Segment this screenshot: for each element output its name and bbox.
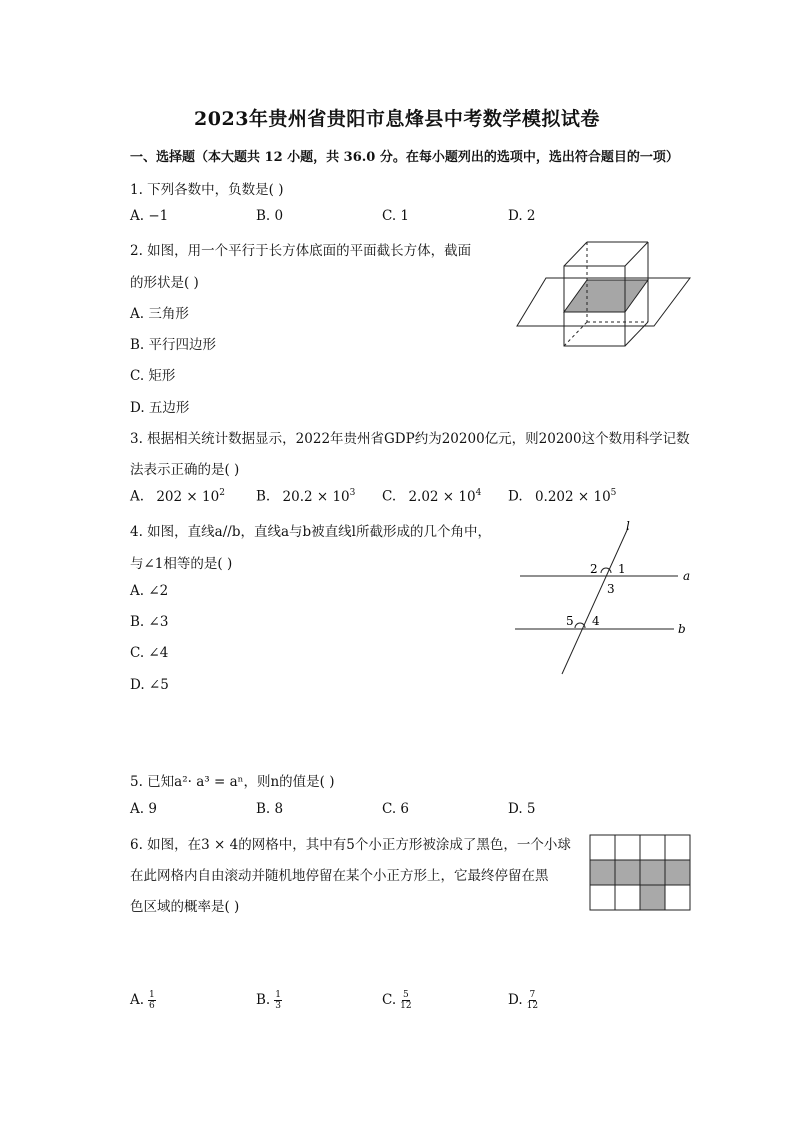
angle-label-1: 1 <box>618 562 626 576</box>
q5-option-d[interactable]: D. 5 <box>508 801 536 817</box>
line-l <box>562 528 628 674</box>
option-mantissa: 20.2 × 10 <box>282 488 350 505</box>
q6-option-c[interactable] <box>382 990 412 1011</box>
question-2-line2: 的形状是( ) <box>130 275 199 291</box>
grid-cell <box>615 835 640 860</box>
grid-figure <box>589 834 691 912</box>
q1-option-a[interactable]: A. −1 <box>130 208 169 224</box>
question-6-line1: 6. 如图，在3 × 4的网格中，其中有5个小正方形被涂成了黑色，一个小球 <box>130 837 571 853</box>
option-exponent: 5 <box>610 488 617 498</box>
q1-option-c[interactable]: C. 1 <box>382 208 410 224</box>
q2-option-b[interactable]: B. 平行四边形 <box>130 337 217 353</box>
angle-label-2: 2 <box>590 562 598 576</box>
question-4-line2: 与∠1相等的是( ) <box>130 556 233 572</box>
grid-cell-shaded <box>640 860 665 885</box>
q3-option-a[interactable] <box>130 488 225 505</box>
q2-option-a[interactable]: A. 三角形 <box>130 306 189 322</box>
fraction: $\frac{7}{12}$ <box>526 990 539 1011</box>
grid-cell <box>665 885 690 910</box>
cross-section <box>564 280 648 312</box>
q1-option-d[interactable]: D. 2 <box>508 208 536 224</box>
option-label: A. <box>130 488 145 505</box>
q4-option-b[interactable]: B. ∠3 <box>130 614 169 630</box>
q1-option-b[interactable]: B. 0 <box>256 208 284 224</box>
option-label: D. <box>508 488 523 505</box>
q4-option-d[interactable]: D. ∠5 <box>130 677 169 693</box>
q6-option-a[interactable] <box>130 990 156 1011</box>
option-label: C. <box>382 992 397 1008</box>
grid-cell-shaded <box>615 860 640 885</box>
q3-option-b[interactable] <box>256 488 355 505</box>
q3-option-c[interactable] <box>382 488 481 505</box>
option-label: D. <box>508 992 523 1008</box>
angle-label-5: 5 <box>566 614 574 628</box>
parallel-lines-figure <box>510 518 700 680</box>
grid-cell <box>615 885 640 910</box>
q3-option-d[interactable] <box>508 488 616 505</box>
option-label: C. <box>382 488 397 505</box>
question-3-line2: 法表示正确的是( ) <box>130 462 240 478</box>
grid-cell-shaded <box>665 860 690 885</box>
option-exponent: 3 <box>349 488 356 498</box>
grid-cell-shaded <box>590 860 615 885</box>
q6-option-b[interactable] <box>256 990 282 1011</box>
question-5-text: 5. 已知a²· a³ = aⁿ，则n的值是( ) <box>130 774 335 790</box>
angle-label-4: 4 <box>592 614 600 628</box>
grid-cell <box>665 835 690 860</box>
question-6-line2: 在此网格内自由滚动并随机地停留在某个小正方形上，它最终停留在黑 <box>130 868 549 884</box>
page-title: 2023年贵州省贵阳市息烽县中考数学模拟试卷 <box>194 108 600 130</box>
q6-option-d[interactable] <box>508 990 538 1011</box>
q2-option-d[interactable]: D. 五边形 <box>130 400 190 416</box>
q4-option-a[interactable]: A. ∠2 <box>130 583 169 599</box>
angle-label-3: 3 <box>607 582 615 596</box>
q4-option-c[interactable]: C. ∠4 <box>130 645 169 661</box>
grid-cell <box>590 835 615 860</box>
grid-cell <box>590 885 615 910</box>
cuboid-section-figure <box>512 236 696 354</box>
question-6-line3: 色区域的概率是( ) <box>130 899 240 915</box>
question-1-text: 1. 下列各数中，负数是( ) <box>130 182 284 198</box>
q5-option-c[interactable]: C. 6 <box>382 801 410 817</box>
q2-option-c[interactable]: C. 矩形 <box>130 368 176 384</box>
grid-cell-shaded <box>640 885 665 910</box>
option-mantissa: 2.02 × 10 <box>408 488 476 505</box>
label-l: l <box>626 519 630 533</box>
option-label: A. <box>130 992 145 1008</box>
label-a: a <box>683 569 691 583</box>
option-mantissa: 0.202 × 10 <box>534 488 611 505</box>
q5-option-a[interactable]: A. 9 <box>130 801 157 817</box>
fraction: $\frac{5}{12}$ <box>400 990 412 1011</box>
grid-cell <box>640 835 665 860</box>
label-b: b <box>678 622 686 636</box>
question-4-line1: 4. 如图，直线a//b，直线a与b被直线l所截形成的几个角中， <box>130 524 491 540</box>
q5-option-b[interactable]: B. 8 <box>256 801 284 817</box>
option-label: B. <box>256 992 271 1008</box>
fraction: $\frac{1}{3}$ <box>275 990 281 1011</box>
question-3-line1: 3. 根据相关统计数据显示，2022年贵州省GDP约为20200亿元，则20200这个数用科学记数 <box>130 431 690 447</box>
fraction: $\frac{1}{6}$ <box>149 990 155 1011</box>
option-exponent: 4 <box>475 488 482 498</box>
option-exponent: 2 <box>219 488 225 498</box>
option-mantissa: 202 × 10 <box>156 488 220 505</box>
question-2-line1: 2. 如图，用一个平行于长方体底面的平面截长方体，截面 <box>130 243 472 259</box>
section-heading: 一、选择题（本大题共 12 小题，共 36.0 分。在每小题列出的选项中，选出符合题目的一项） <box>130 150 679 165</box>
option-label: B. <box>256 488 271 505</box>
